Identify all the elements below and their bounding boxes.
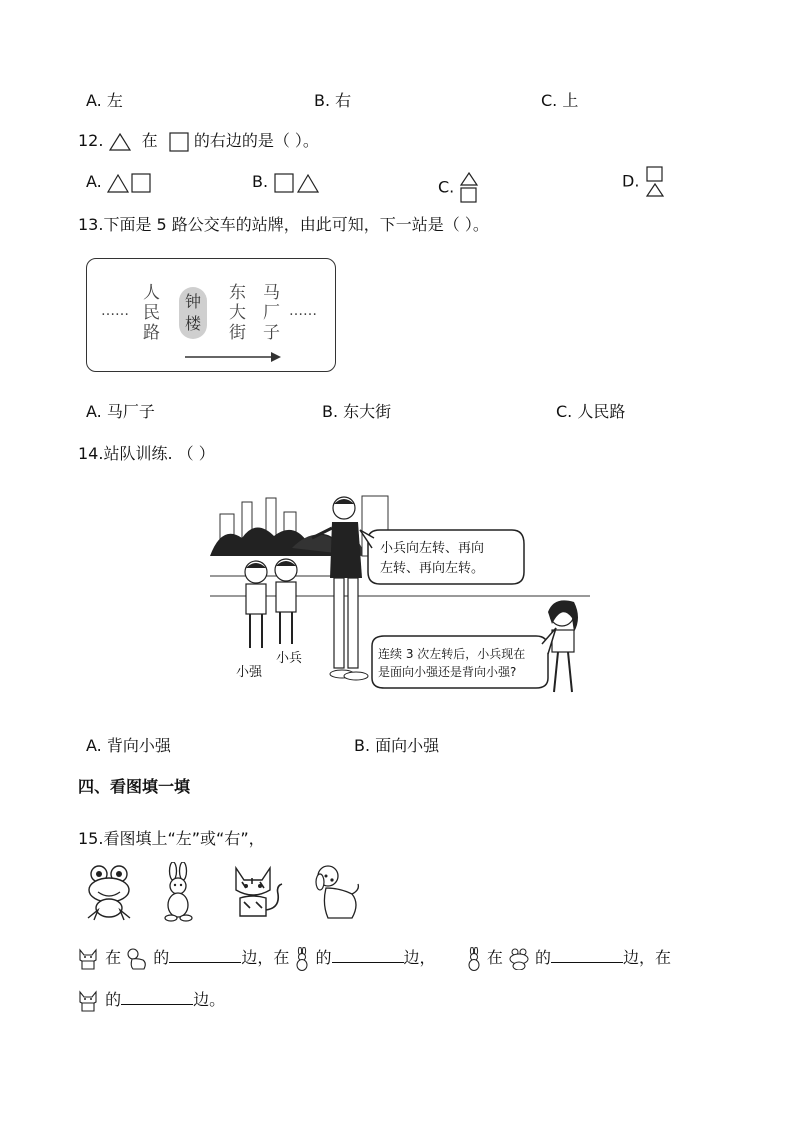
q15-word-zai: 在 (486, 948, 503, 967)
q12-suffix: 的右边的是（ ）。 (193, 131, 319, 150)
q12-option-b-label: B. (252, 172, 269, 191)
q12-option-d-label: D. (622, 171, 640, 191)
station1-char: 民 (143, 303, 160, 323)
frog-icon (84, 864, 134, 922)
cat-small-icon (78, 990, 100, 1012)
q12-word-zai: 在 (141, 131, 158, 150)
q12-option-c-label: C. (438, 177, 455, 197)
q15-word-zai: 在 (105, 948, 122, 967)
station1-char: 路 (143, 323, 160, 343)
answer-blank-1[interactable] (169, 948, 241, 963)
station2-char: 大 (229, 303, 246, 323)
q15-text-bian-zai: 边，在 (241, 948, 290, 967)
q12-option-c[interactable] (438, 172, 479, 204)
q12-option-a-label: A. (86, 172, 102, 191)
q12-number: 12. (78, 131, 104, 150)
answer-blank-2[interactable] (332, 948, 404, 963)
label-xiaoqiang: 小强 (236, 665, 263, 680)
station2-char: 街 (229, 323, 246, 343)
sign-dots-right: …… (289, 303, 317, 319)
rabbit-small-icon (466, 947, 482, 971)
training-scene-illustration (202, 478, 590, 708)
bus-stop-sign (86, 258, 336, 372)
q15-word-de: 的 (105, 990, 122, 1009)
bubble1-line1: 小兵向左转、再向 (380, 541, 485, 556)
station-renmin-lu (143, 283, 160, 343)
bubble2-line1: 连续 3 次左转后，小兵现在 (378, 647, 526, 661)
bubble2-line2: 是面向小强还是背向小强? (378, 665, 517, 679)
current-char: 钟 (184, 292, 201, 311)
q15-word-de: 的 (535, 948, 552, 967)
q12-option-d[interactable] (622, 166, 665, 198)
triangle-icon (109, 133, 131, 151)
station-dong-dajie (229, 283, 246, 343)
station1-char: 人 (143, 283, 160, 303)
q11-option-b[interactable]: B. 右 (314, 91, 352, 110)
q15-word-de: 的 (315, 948, 332, 967)
rabbit-icon (160, 862, 196, 922)
q13-option-c[interactable]: C. 人民路 (556, 402, 626, 421)
q14-option-b[interactable]: B. 面向小强 (354, 736, 440, 755)
square-triangle-icon (273, 173, 319, 193)
q11-option-a[interactable]: A. 左 (86, 91, 123, 110)
section-4-title: 四、看图填一填 (78, 777, 191, 796)
q13-option-b[interactable]: B. 东大街 (322, 402, 392, 421)
q14-picture (202, 478, 590, 708)
dog-small-icon (126, 948, 148, 970)
rabbit-small-icon (294, 947, 310, 971)
answer-blank-3[interactable] (551, 948, 623, 963)
current-char: 楼 (184, 314, 201, 333)
q12-stem (78, 128, 319, 152)
direction-arrow-icon (185, 351, 281, 363)
station-machangzi (263, 283, 280, 343)
cat-icon (230, 864, 286, 922)
q15-text-bian-zai: 边，在 (623, 948, 672, 967)
q12-option-a[interactable] (86, 172, 153, 193)
cat-small-icon (78, 948, 100, 970)
label-xiaobing: 小兵 (276, 651, 303, 666)
station2-char: 东 (229, 283, 246, 303)
triangle-square-icon (107, 173, 153, 193)
frog-small-icon (508, 948, 530, 970)
sign-dots-left: …… (101, 303, 129, 319)
q11-option-c[interactable]: C. 上 (541, 91, 579, 110)
station3-char: 厂 (263, 303, 280, 323)
q12-option-b[interactable] (252, 172, 319, 193)
q15-text-bian-end: 边。 (193, 990, 226, 1009)
answer-blank-4[interactable] (121, 990, 193, 1005)
square-over-triangle-icon (645, 166, 665, 198)
q15-word-de: 的 (153, 948, 170, 967)
bubble1-line2: 左转、再向左转。 (380, 561, 485, 576)
square-icon (169, 132, 189, 152)
q13-option-a[interactable]: A. 马厂子 (86, 402, 155, 421)
q15-line-2 (78, 988, 225, 1012)
q14-stem: 14.站队训练. （ ） (78, 444, 215, 463)
current-station-zhonglou (179, 287, 207, 339)
dog-icon (312, 864, 362, 922)
q15-text-bian: 边， (403, 948, 436, 967)
station3-char: 马 (263, 283, 280, 303)
q14-option-a[interactable]: A. 背向小强 (86, 736, 171, 755)
q13-stem: 13.下面是 5 路公交车的站牌，由此可知，下一站是（ ）。 (78, 215, 489, 234)
triangle-over-square-icon (459, 172, 479, 204)
q15-line-1 (78, 946, 671, 971)
station3-char: 子 (263, 323, 280, 343)
q15-stem: 15.看图填上“左”或“右”， (78, 829, 265, 848)
